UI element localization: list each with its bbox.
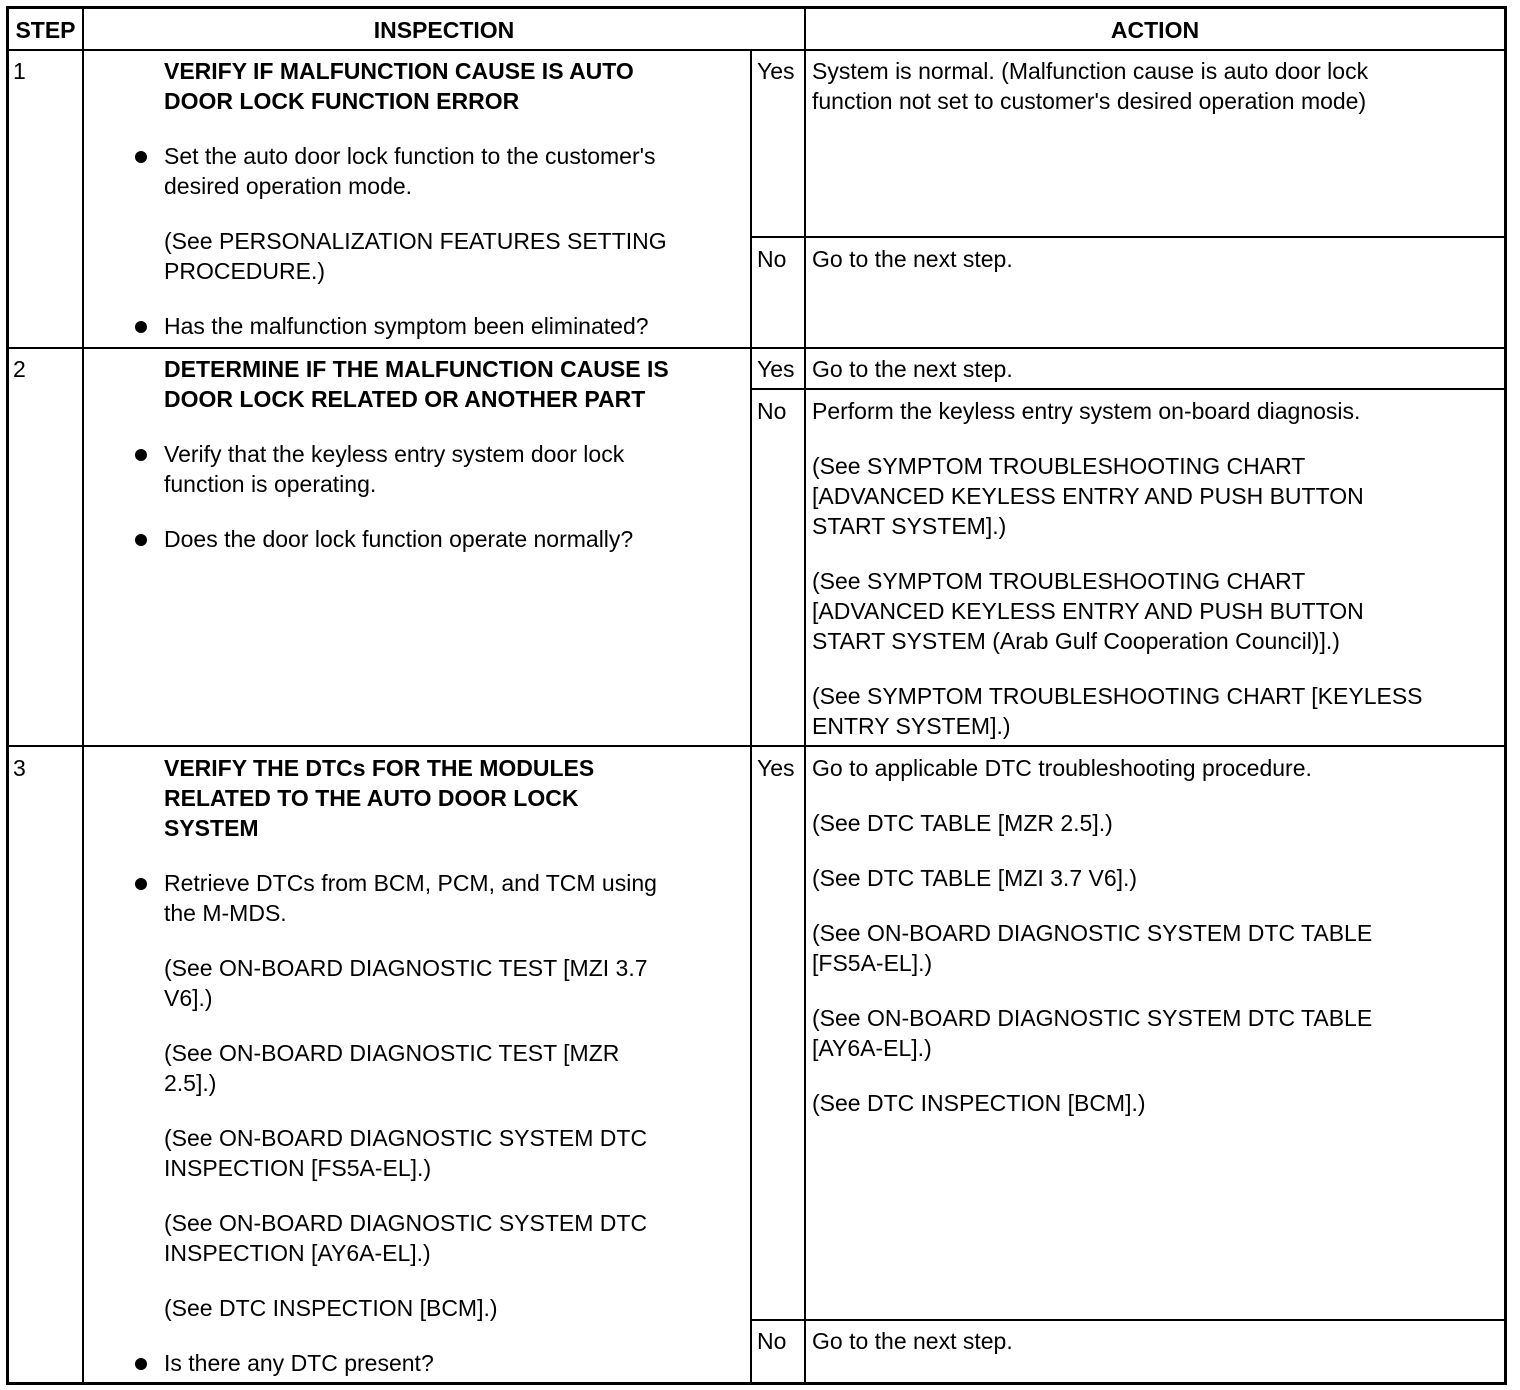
- yes-reference: (See DTC TABLE [MZR 2.5].): [812, 810, 1113, 836]
- yes-action: Go to the next step.: [812, 356, 1013, 382]
- bullet-icon: [135, 449, 147, 461]
- bullet-icon: [135, 151, 147, 163]
- yes-label: Yes: [757, 58, 795, 84]
- row-3-yes-no-rule: [750, 1319, 1504, 1321]
- row-1-yes-no-rule: [750, 236, 1504, 238]
- no-action: Go to the next step.: [812, 1328, 1013, 1354]
- inspection-question: Does the door lock function operate normally?: [164, 526, 634, 552]
- bullet-icon: [135, 321, 147, 333]
- inspection-question: Is there any DTC present?: [164, 1350, 434, 1376]
- no-reference: (See SYMPTOM TROUBLESHOOTING CHART [ADVANCED KEYLESS ENTRY AND PUSH BUTTON START SYSTEM].): [812, 453, 1364, 539]
- no-action: Perform the keyless entry system on-board diagnosis.: [812, 398, 1361, 424]
- inspection-item: Retrieve DTCs from BCM, PCM, and TCM using the M-MDS.: [164, 870, 657, 926]
- step-title: DETERMINE IF THE MALFUNCTION CAUSE IS DOOR LOCK RELATED OR ANOTHER PART: [164, 356, 669, 412]
- no-label: No: [757, 246, 787, 272]
- no-action: Go to the next step.: [812, 246, 1013, 272]
- step-title: VERIFY THE DTCs FOR THE MODULES RELATED TO THE AUTO DOOR LOCK SYSTEM: [164, 755, 595, 841]
- yes-reference: (See ON-BOARD DIAGNOSTIC SYSTEM DTC TABLE [AY6A-EL].): [812, 1005, 1373, 1061]
- inspection-question: Has the malfunction symptom been eliminated?: [164, 313, 649, 339]
- yes-reference: (See ON-BOARD DIAGNOSTIC SYSTEM DTC TABLE [FS5A-EL].): [812, 920, 1373, 976]
- step-number: 2: [13, 356, 26, 382]
- col-divider-step: [82, 9, 84, 1382]
- troubleshooting-table: [6, 6, 1507, 1385]
- no-reference: (See SYMPTOM TROUBLESHOOTING CHART [KEYLESS ENTRY SYSTEM].): [812, 683, 1423, 739]
- yes-label: Yes: [757, 755, 795, 781]
- header-inspection: INSPECTION: [373, 17, 515, 43]
- bullet-icon: [135, 1358, 147, 1370]
- inspection-reference: (See ON-BOARD DIAGNOSTIC TEST [MZR 2.5].): [164, 1040, 620, 1096]
- yes-action: System is normal. (Malfunction cause is auto door lock function not set to customer's desired operation mode): [812, 58, 1369, 114]
- inspection-reference: (See ON-BOARD DIAGNOSTIC SYSTEM DTC INSPECTION [FS5A-EL].): [164, 1125, 648, 1181]
- header-action: ACTION: [1110, 17, 1200, 43]
- yes-reference: (See DTC TABLE [MZI 3.7 V6].): [812, 865, 1138, 891]
- inspection-reference: (See PERSONALIZATION FEATURES SETTING PROCEDURE.): [164, 228, 667, 284]
- step-number: 3: [13, 755, 26, 781]
- row-2-yes-no-rule: [750, 388, 1504, 390]
- inspection-reference: (See ON-BOARD DIAGNOSTIC TEST [MZI 3.7 V6].): [164, 955, 648, 1011]
- yes-label: Yes: [757, 356, 795, 382]
- inspection-item: Set the auto door lock function to the customer's desired operation mode.: [164, 143, 656, 199]
- col-divider-yesno: [750, 49, 752, 1382]
- inspection-reference: (See DTC INSPECTION [BCM].): [164, 1295, 498, 1321]
- row-1-bottom-rule: [9, 347, 1504, 349]
- no-label: No: [757, 398, 787, 424]
- inspection-item: Verify that the keyless entry system door lock function is operating.: [164, 441, 625, 497]
- yes-action: Go to applicable DTC troubleshooting procedure.: [812, 755, 1312, 781]
- step-number: 1: [13, 58, 26, 84]
- row-2-bottom-rule: [9, 745, 1504, 747]
- bullet-icon: [135, 534, 147, 546]
- yes-reference: (See DTC INSPECTION [BCM].): [812, 1090, 1146, 1116]
- no-reference: (See SYMPTOM TROUBLESHOOTING CHART [ADVANCED KEYLESS ENTRY AND PUSH BUTTON START SYSTEM (Arab Gulf Cooperation Council)].): [812, 568, 1364, 654]
- col-divider-action: [804, 9, 806, 1382]
- header-step: STEP: [15, 17, 76, 43]
- step-title: VERIFY IF MALFUNCTION CAUSE IS AUTO DOOR LOCK FUNCTION ERROR: [164, 58, 634, 114]
- bullet-icon: [135, 878, 147, 890]
- no-label: No: [757, 1328, 787, 1354]
- inspection-reference: (See ON-BOARD DIAGNOSTIC SYSTEM DTC INSPECTION [AY6A-EL].): [164, 1210, 648, 1266]
